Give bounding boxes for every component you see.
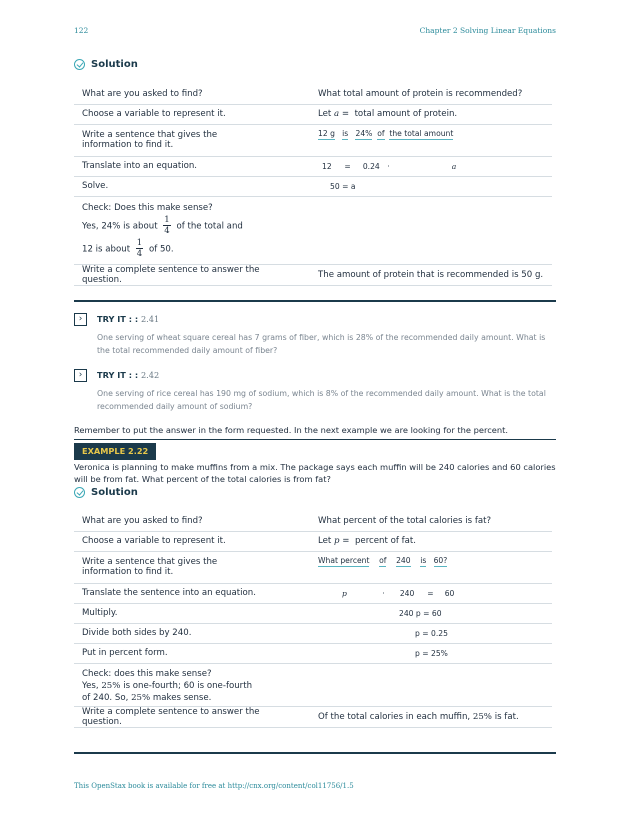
step-text: Translate into an equation. — [74, 156, 310, 176]
step-text: Solve. — [74, 176, 310, 196]
solution-heading — [74, 59, 138, 70]
step-text: Write a complete sentence to answer the question. — [74, 706, 310, 727]
table-row — [74, 104, 552, 124]
chevron-right-icon[interactable]: › — [74, 369, 87, 382]
table-row — [74, 84, 552, 104]
section-divider — [74, 300, 556, 302]
step-text: Write a sentence that gives the information to find it. — [74, 551, 310, 583]
step-work: 240 p = 60 — [310, 603, 552, 623]
table-row — [74, 124, 552, 156]
solution-heading — [74, 487, 138, 498]
try-it-2-41: › TRY IT : : 2.41 One serving of wheat square cereal has 7 grams of fiber, which is 28% of the recommended daily amount. What is the total recommended daily amount of fiber? — [74, 313, 556, 357]
page-number: 122 — [74, 26, 89, 35]
example-top-rule — [74, 439, 556, 440]
table-row — [74, 264, 552, 285]
step-work: What percent of 240 is 60? — [310, 551, 552, 583]
check-text: Check: Does this make sense? Yes, 24% is about $\frac{1}{4}$ of the total and 12 is about $\frac{1}{4}$ of 50. — [74, 196, 310, 264]
example-label: EXAMPLE 2.22 — [74, 443, 156, 460]
step-text: Choose a variable to represent it. — [74, 531, 310, 551]
step-work: Let a = total amount of protein. — [310, 104, 552, 124]
table-row — [74, 176, 552, 196]
fraction-one-fourth: $\frac{1}{4}$ — [136, 237, 143, 259]
check-circle-icon — [74, 59, 85, 70]
check-text: Check: does this make sense? Yes, 25% is one-fourth; 60 is one-fourth of 240. So, 25% makes sense. — [74, 663, 310, 706]
table-row — [74, 623, 552, 643]
solution-table-1 — [74, 84, 552, 286]
step-work: 12 g is 24% of the total amount — [310, 124, 552, 156]
step-work: The amount of protein that is recommended is 50 g. — [310, 264, 552, 285]
chapter-title: Chapter 2 Solving Linear Equations — [419, 26, 556, 35]
step-text: Put in percent form. — [74, 643, 310, 663]
example-text: Veronica is planning to make muffins from a mix. The package says each muffin will be 240 calories and 60 calories will be from fat. What percent of the total calories is from fat? — [74, 462, 556, 484]
solution-table-2 — [74, 511, 552, 728]
try-it-text: One serving of rice cereal has 190 mg of sodium, which is 8% of the recommended daily amount. What is the total recommended daily amount of sodium? — [97, 389, 546, 411]
step-text: Write a sentence that gives the information to find it. — [74, 124, 310, 156]
chevron-right-icon[interactable]: › — [74, 313, 87, 326]
table-row — [74, 511, 552, 531]
step-text: Choose a variable to represent it. — [74, 104, 310, 124]
table-row — [74, 156, 552, 176]
table-row — [74, 583, 552, 603]
table-row — [74, 643, 552, 663]
step-text: Multiply. — [74, 603, 310, 623]
check-circle-icon — [74, 487, 85, 498]
step-work: 12 = 0.24 · a — [310, 156, 552, 176]
table-row — [74, 551, 552, 583]
solution-label: Solution — [91, 59, 138, 70]
table-row — [74, 603, 552, 623]
step-work: 50 = a — [310, 176, 552, 196]
table-row — [74, 531, 552, 551]
fraction-one-fourth: $\frac{1}{4}$ — [164, 214, 170, 236]
step-text: Write a complete sentence to answer the question. — [74, 264, 310, 285]
remember-note: Remember to put the answer in the form requested. In the next example we are looking for the percent. — [74, 425, 509, 435]
try-it-text: One serving of wheat square cereal has 7 grams of fiber, which is 28% of the recommended daily amount. What is the total recommended daily amount of fiber? — [97, 333, 546, 355]
step-work: What percent of the total calories is fat? — [310, 511, 552, 531]
step-text: What are you asked to find? — [74, 511, 310, 531]
step-text: Translate the sentence into an equation. — [74, 583, 310, 603]
table-row — [74, 663, 552, 706]
step-text: Divide both sides by 240. — [74, 623, 310, 643]
try-it-2-42: › TRY IT : : 2.42 One serving of rice cereal has 190 mg of sodium, which is 8% of the recommended daily amount. What is the total recommended daily amount of sodium? — [74, 369, 556, 413]
step-work: p · 240 = 60 — [310, 583, 552, 603]
step-work: p = 25% — [310, 643, 552, 663]
step-work: What total amount of protein is recommended? — [310, 84, 552, 104]
table-row — [74, 196, 552, 264]
section-divider — [74, 752, 556, 754]
step-text: What are you asked to find? — [74, 84, 310, 104]
step-work: Of the total calories in each muffin, 25% is fat. — [310, 706, 552, 727]
step-work: Let p = percent of fat. — [310, 531, 552, 551]
footer-note: This OpenStax book is available for free at http://cnx.org/content/col11756/1.5 — [74, 782, 354, 790]
solution-label: Solution — [91, 487, 138, 498]
step-work: p = 0.25 — [310, 623, 552, 643]
table-row — [74, 706, 552, 727]
